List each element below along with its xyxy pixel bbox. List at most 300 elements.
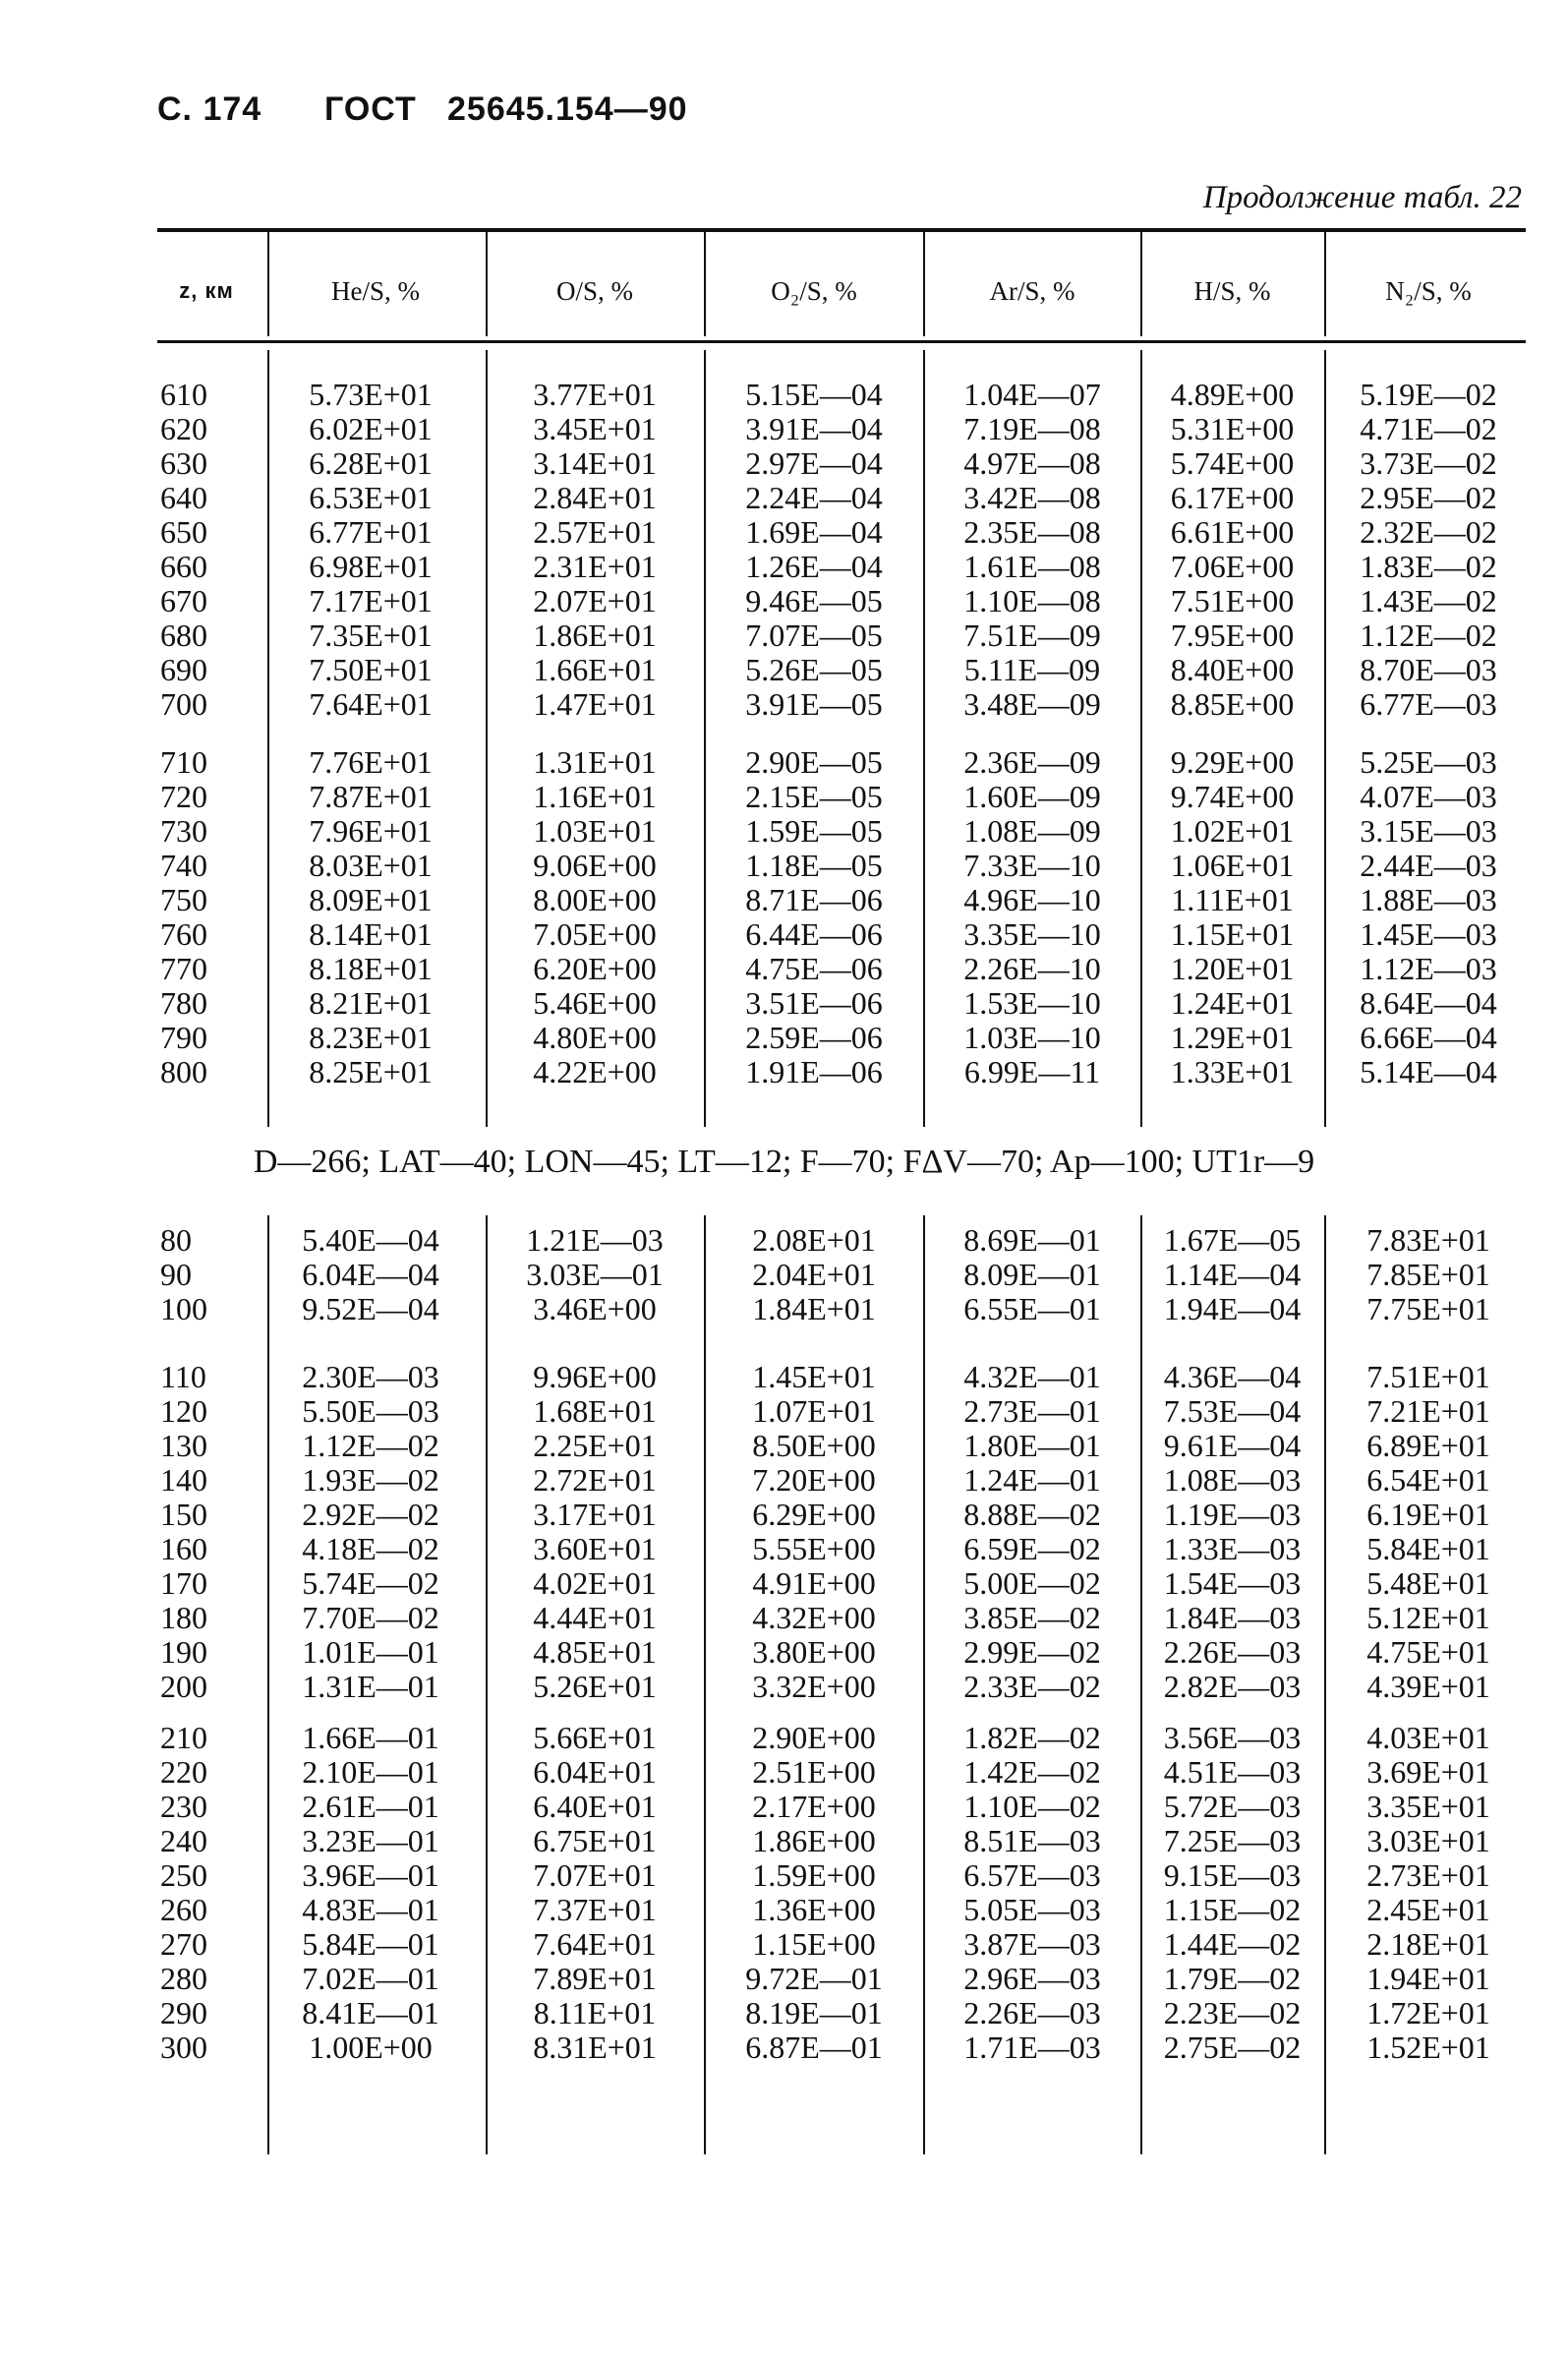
table-row	[0, 1463, 1568, 1498]
cell-h: 1.11E+01	[1171, 882, 1294, 917]
cell-h: 5.74E+00	[1170, 445, 1295, 481]
cell-altitude: 170	[160, 1565, 207, 1601]
cell-ar: 6.57E—03	[963, 1857, 1101, 1893]
table-row	[0, 1962, 1568, 1996]
column-divider	[267, 232, 269, 336]
cell-h: 4.89E+00	[1170, 377, 1295, 412]
column-header-h: H/S, %	[1193, 276, 1271, 306]
cell-o: 8.00E+00	[533, 882, 657, 917]
cell-ar: 7.51E—09	[963, 618, 1101, 653]
cell-altitude: 300	[160, 2029, 207, 2065]
cell-o2: 3.51E—06	[745, 985, 883, 1021]
cell-o2: 3.91E—04	[745, 411, 883, 446]
cell-o: 2.72E+01	[533, 1462, 657, 1498]
cell-ar: 8.88E—02	[963, 1497, 1101, 1532]
cell-altitude: 180	[160, 1600, 207, 1635]
cell-h: 1.29E+01	[1170, 1020, 1295, 1055]
cell-o: 5.46E+00	[533, 985, 657, 1021]
column-divider	[486, 232, 488, 336]
cell-n2: 1.52E+01	[1366, 2029, 1490, 2065]
cell-h: 4.36E—04	[1163, 1359, 1302, 1394]
cell-he: 7.35E+01	[309, 618, 433, 653]
cell-altitude: 790	[160, 1020, 207, 1055]
cell-o2: 1.59E+00	[752, 1857, 876, 1893]
cell-altitude: 740	[160, 848, 207, 883]
cell-altitude: 200	[160, 1669, 207, 1704]
cell-n2: 2.95E—02	[1360, 480, 1497, 515]
cell-n2: 4.71E—02	[1360, 411, 1497, 446]
cell-ar: 2.99E—02	[963, 1634, 1101, 1670]
cell-n2: 4.75E+01	[1366, 1634, 1490, 1670]
cell-ar: 4.97E—08	[963, 445, 1101, 481]
cell-he: 8.09E+01	[309, 882, 433, 917]
cell-ar: 1.71E—03	[963, 2029, 1101, 2065]
cell-h: 1.14E—04	[1163, 1257, 1302, 1292]
cell-altitude: 780	[160, 985, 207, 1021]
cell-o2: 3.80E+00	[752, 1634, 876, 1670]
cell-altitude: 110	[160, 1359, 206, 1394]
cell-o2: 1.91E—06	[745, 1054, 883, 1089]
cell-o2: 1.15E+00	[752, 1926, 876, 1962]
cell-o: 1.86E+01	[533, 618, 657, 653]
table-row	[0, 745, 1568, 780]
cell-altitude: 290	[160, 1995, 207, 2030]
cell-o2: 2.17E+00	[752, 1789, 876, 1824]
cell-ar: 5.00E—02	[963, 1565, 1101, 1601]
cell-o2: 8.19E—01	[745, 1995, 883, 2030]
cell-ar: 1.10E—02	[963, 1789, 1101, 1824]
column-header-n2: N₂/S, %	[1385, 276, 1472, 306]
cell-o2: 2.08E+01	[752, 1222, 876, 1258]
cell-he: 7.02E—01	[302, 1961, 439, 1996]
cell-he: 1.01E—01	[302, 1634, 439, 1670]
cell-altitude: 250	[160, 1857, 207, 1893]
cell-o: 1.68E+01	[533, 1393, 657, 1429]
cell-altitude: 760	[160, 916, 207, 952]
cell-h: 7.95E+00	[1170, 618, 1295, 653]
table-row	[0, 1635, 1568, 1670]
cell-he: 8.25E+01	[309, 1054, 433, 1089]
cell-h: 9.29E+00	[1170, 744, 1295, 780]
cell-altitude: 690	[160, 652, 207, 687]
cell-ar: 1.61E—08	[963, 549, 1101, 584]
cell-h: 2.82E—03	[1163, 1669, 1302, 1704]
table-continuation-label: Продолжение табл. 22	[1202, 180, 1522, 215]
cell-o: 1.21E—03	[526, 1222, 664, 1258]
cell-o: 4.22E+00	[533, 1054, 657, 1089]
cell-altitude: 710	[160, 744, 207, 780]
cell-o: 6.40E+01	[533, 1789, 657, 1824]
cell-o: 1.16E+01	[533, 779, 657, 814]
cell-altitude: 260	[160, 1892, 207, 1927]
table-top-rule	[157, 228, 1526, 232]
cell-he: 6.77E+01	[309, 514, 433, 550]
cell-ar: 1.80E—01	[963, 1428, 1101, 1463]
table-row	[0, 1996, 1568, 2030]
cell-n2: 1.12E—02	[1360, 618, 1497, 653]
cell-ar: 1.53E—10	[963, 985, 1101, 1021]
page-number: С. 174	[157, 90, 262, 128]
column-header-o2: O₂/S, %	[771, 276, 857, 306]
cell-o: 6.04E+01	[533, 1754, 657, 1790]
cell-altitude: 730	[160, 813, 207, 849]
table-row	[0, 1927, 1568, 1962]
cell-ar: 1.04E—07	[963, 377, 1101, 412]
cell-ar: 3.85E—02	[963, 1600, 1101, 1635]
cell-o2: 9.72E—01	[745, 1961, 883, 1996]
cell-altitude: 100	[160, 1291, 207, 1326]
cell-altitude: 750	[160, 882, 207, 917]
cell-he: 4.18E—02	[302, 1531, 439, 1566]
cell-ar: 8.51E—03	[963, 1823, 1101, 1858]
cell-o2: 5.26E—05	[745, 652, 883, 687]
cell-altitude: 610	[160, 377, 207, 412]
cell-o2: 1.59E—05	[745, 813, 883, 849]
cell-altitude: 90	[160, 1257, 192, 1292]
cell-h: 7.51E+00	[1170, 583, 1295, 618]
table-row	[0, 1292, 1568, 1326]
cell-n2: 1.83E—02	[1360, 549, 1497, 584]
cell-ar: 2.96E—03	[963, 1961, 1101, 1996]
cell-o2: 3.32E+00	[752, 1669, 876, 1704]
cell-altitude: 270	[160, 1926, 207, 1962]
column-divider	[1140, 232, 1142, 336]
cell-altitude: 160	[160, 1531, 207, 1566]
cell-ar: 1.82E—02	[963, 1720, 1101, 1755]
cell-o: 1.03E+01	[533, 813, 657, 849]
table-row	[0, 1021, 1568, 1055]
cell-n2: 2.18E+01	[1366, 1926, 1490, 1962]
cell-he: 2.30E—03	[302, 1359, 439, 1394]
cell-o: 3.03E—01	[526, 1257, 664, 1292]
table-row	[0, 653, 1568, 687]
cell-o2: 2.51E+00	[752, 1754, 876, 1790]
cell-o2: 3.91E—05	[745, 686, 883, 722]
table-row	[0, 2030, 1568, 2065]
cell-o: 3.45E+01	[533, 411, 657, 446]
table-row	[0, 515, 1568, 550]
cell-ar: 7.19E—08	[963, 411, 1101, 446]
cell-h: 1.24E+01	[1170, 985, 1295, 1021]
cell-h: 1.67E—05	[1163, 1222, 1302, 1258]
cell-he: 8.21E+01	[309, 985, 433, 1021]
cell-o2: 1.36E+00	[752, 1892, 876, 1927]
cell-n2: 7.83E+01	[1366, 1222, 1490, 1258]
header-bottom-rule	[157, 340, 1526, 343]
cell-o2: 5.55E+00	[752, 1531, 876, 1566]
cell-h: 1.54E—03	[1163, 1565, 1302, 1601]
cell-o2: 1.45E+01	[752, 1359, 876, 1394]
table-row	[0, 1755, 1568, 1790]
cell-o2: 4.75E—06	[745, 951, 883, 986]
cell-he: 7.87E+01	[309, 779, 433, 814]
cell-n2: 3.73E—02	[1360, 445, 1497, 481]
cell-h: 1.20E+01	[1170, 951, 1295, 986]
cell-ar: 3.42E—08	[963, 480, 1101, 515]
cell-ar: 3.35E—10	[963, 916, 1101, 952]
cell-o2: 2.90E+00	[752, 1720, 876, 1755]
cell-o: 7.89E+01	[533, 1961, 657, 1996]
table-row	[0, 917, 1568, 952]
cell-h: 9.15E—03	[1163, 1857, 1302, 1893]
cell-ar: 2.26E—03	[963, 1995, 1101, 2030]
cell-he: 6.98E+01	[309, 549, 433, 584]
cell-altitude: 80	[160, 1222, 192, 1258]
cell-o: 6.75E+01	[533, 1823, 657, 1858]
cell-n2: 4.39E+01	[1366, 1669, 1490, 1704]
cell-o: 6.20E+00	[533, 951, 657, 986]
cell-h: 1.44E—02	[1163, 1926, 1302, 1962]
cell-o: 7.07E+01	[533, 1857, 657, 1893]
cell-h: 5.72E—03	[1163, 1789, 1302, 1824]
cell-h: 1.19E—03	[1163, 1497, 1302, 1532]
cell-n2: 7.21E+01	[1366, 1393, 1490, 1429]
cell-o2: 2.24E—04	[745, 480, 883, 515]
cell-ar: 6.99E—11	[963, 1054, 1101, 1089]
cell-n2: 7.85E+01	[1366, 1257, 1490, 1292]
cell-altitude: 770	[160, 951, 207, 986]
cell-altitude: 150	[160, 1497, 207, 1532]
cell-o: 4.44E+01	[533, 1600, 657, 1635]
cell-he: 2.92E—02	[302, 1497, 439, 1532]
table-row	[0, 1858, 1568, 1893]
cell-ar: 2.36E—09	[963, 744, 1101, 780]
cell-he: 7.17E+01	[309, 583, 433, 618]
table-row	[0, 378, 1568, 412]
cell-n2: 6.77E—03	[1360, 686, 1497, 722]
cell-he: 1.00E+00	[309, 2029, 433, 2065]
cell-h: 1.33E+01	[1170, 1054, 1295, 1089]
cell-he: 1.31E—01	[302, 1669, 439, 1704]
cell-h: 1.15E+01	[1170, 916, 1295, 952]
cell-he: 1.93E—02	[302, 1462, 439, 1498]
cell-ar: 1.08E—09	[963, 813, 1101, 849]
table-row	[0, 584, 1568, 618]
cell-o2: 8.71E—06	[745, 882, 883, 917]
cell-h: 1.94E—04	[1163, 1291, 1302, 1326]
table-row	[0, 1498, 1568, 1532]
cell-altitude: 220	[160, 1754, 207, 1790]
cell-h: 1.33E—03	[1163, 1531, 1302, 1566]
cell-altitude: 190	[160, 1634, 207, 1670]
cell-altitude: 640	[160, 480, 207, 515]
cell-altitude: 700	[160, 686, 207, 722]
cell-he: 6.04E—04	[302, 1257, 439, 1292]
cell-o: 4.80E+00	[533, 1020, 657, 1055]
cell-h: 1.84E—03	[1163, 1600, 1302, 1635]
cell-altitude: 240	[160, 1823, 207, 1858]
cell-n2: 3.15E—03	[1360, 813, 1497, 849]
cell-ar: 5.11E—09	[963, 652, 1101, 687]
cell-o: 2.25E+01	[533, 1428, 657, 1463]
cell-o: 7.37E+01	[533, 1892, 657, 1927]
model-parameters-line: D—266; LAT—40; LON—45; LT—12; F—70; FΔV—70; Ap—100; UT1r—9	[253, 1144, 1315, 1180]
cell-o: 5.66E+01	[533, 1720, 657, 1755]
table-row	[0, 1394, 1568, 1429]
cell-altitude: 680	[160, 618, 207, 653]
cell-h: 4.51E—03	[1163, 1754, 1302, 1790]
cell-n2: 3.35E+01	[1366, 1789, 1490, 1824]
cell-ar: 1.60E—09	[963, 779, 1101, 814]
cell-o2: 5.15E—04	[745, 377, 883, 412]
cell-o: 9.96E+00	[533, 1359, 657, 1394]
cell-h: 7.25E—03	[1163, 1823, 1302, 1858]
cell-n2: 5.12E+01	[1366, 1600, 1490, 1635]
cell-o2: 2.59E—06	[745, 1020, 883, 1055]
cell-n2: 2.45E+01	[1366, 1892, 1490, 1927]
cell-h: 1.15E—02	[1163, 1892, 1302, 1927]
column-divider	[1324, 232, 1326, 336]
cell-altitude: 630	[160, 445, 207, 481]
cell-n2: 2.73E+01	[1366, 1857, 1490, 1893]
cell-ar: 4.96E—10	[963, 882, 1101, 917]
column-header-he: He/S, %	[331, 276, 420, 306]
cell-h: 5.31E+00	[1170, 411, 1295, 446]
cell-o2: 1.86E+00	[752, 1823, 876, 1858]
cell-he: 3.23E—01	[302, 1823, 439, 1858]
cell-o2: 1.18E—05	[745, 848, 883, 883]
table-row	[0, 1223, 1568, 1258]
cell-h: 9.74E+00	[1170, 779, 1295, 814]
cell-ar: 8.69E—01	[963, 1222, 1101, 1258]
standard-number: 25645.154—90	[447, 90, 688, 128]
cell-n2: 5.48E+01	[1366, 1565, 1490, 1601]
cell-h: 6.61E+00	[1170, 514, 1295, 550]
cell-o2: 1.69E—04	[745, 514, 883, 550]
cell-ar: 3.87E—03	[963, 1926, 1101, 1962]
standard-title: ГОСТ	[324, 90, 417, 128]
cell-he: 7.50E+01	[309, 652, 433, 687]
table-row	[0, 1258, 1568, 1292]
cell-o: 3.60E+01	[533, 1531, 657, 1566]
table-row	[0, 986, 1568, 1021]
cell-altitude: 130	[160, 1428, 207, 1463]
cell-n2: 1.43E—02	[1360, 583, 1497, 618]
cell-n2: 7.75E+01	[1366, 1291, 1490, 1326]
cell-o2: 1.07E+01	[752, 1393, 876, 1429]
cell-o: 3.46E+00	[533, 1291, 657, 1326]
cell-n2: 3.03E+01	[1366, 1823, 1490, 1858]
cell-h: 1.02E+01	[1170, 813, 1295, 849]
cell-he: 5.84E—01	[302, 1926, 439, 1962]
cell-h: 7.06E+00	[1170, 549, 1295, 584]
cell-n2: 1.45E—03	[1360, 916, 1497, 952]
cell-ar: 7.33E—10	[963, 848, 1101, 883]
cell-o2: 2.15E—05	[745, 779, 883, 814]
column-header-altitude: z, км	[179, 278, 234, 303]
cell-h: 9.61E—04	[1163, 1428, 1302, 1463]
cell-n2: 1.12E—03	[1360, 951, 1497, 986]
cell-altitude: 720	[160, 779, 207, 814]
cell-altitude: 280	[160, 1961, 207, 1996]
table-row	[0, 550, 1568, 584]
table-row	[0, 687, 1568, 722]
cell-ar: 3.48E—09	[963, 686, 1101, 722]
cell-o: 2.57E+01	[533, 514, 657, 550]
cell-altitude: 230	[160, 1789, 207, 1824]
cell-h: 3.56E—03	[1163, 1720, 1302, 1755]
table-row	[0, 446, 1568, 481]
cell-he: 7.76E+01	[309, 744, 433, 780]
cell-ar: 2.73E—01	[963, 1393, 1101, 1429]
cell-h: 2.26E—03	[1163, 1634, 1302, 1670]
cell-he: 7.70E—02	[302, 1600, 439, 1635]
cell-altitude: 620	[160, 411, 207, 446]
cell-ar: 6.59E—02	[963, 1531, 1101, 1566]
cell-n2: 6.89E+01	[1366, 1428, 1490, 1463]
table-row	[0, 1893, 1568, 1927]
cell-o2: 9.46E—05	[745, 583, 883, 618]
cell-altitude: 120	[160, 1393, 207, 1429]
cell-he: 8.23E+01	[309, 1020, 433, 1055]
cell-altitude: 660	[160, 549, 207, 584]
cell-ar: 2.33E—02	[963, 1669, 1101, 1704]
cell-he: 6.02E+01	[309, 411, 433, 446]
cell-ar: 5.05E—03	[963, 1892, 1101, 1927]
cell-n2: 1.72E+01	[1366, 1995, 1490, 2030]
cell-h: 1.79E—02	[1163, 1961, 1302, 1996]
cell-altitude: 140	[160, 1462, 207, 1498]
cell-n2: 8.64E—04	[1360, 985, 1497, 1021]
cell-n2: 6.66E—04	[1360, 1020, 1497, 1055]
cell-o2: 2.97E—04	[745, 445, 883, 481]
cell-o: 4.85E+01	[533, 1634, 657, 1670]
cell-ar: 1.10E—08	[963, 583, 1101, 618]
cell-o2: 7.20E+00	[752, 1462, 876, 1498]
cell-n2: 2.44E—03	[1360, 848, 1497, 883]
cell-he: 1.12E—02	[302, 1428, 439, 1463]
cell-o: 9.06E+00	[533, 848, 657, 883]
cell-h: 7.53E—04	[1163, 1393, 1302, 1429]
cell-o2: 6.87E—01	[745, 2029, 883, 2065]
cell-he: 8.14E+01	[309, 916, 433, 952]
cell-n2: 1.88E—03	[1360, 882, 1497, 917]
cell-h: 1.08E—03	[1163, 1462, 1302, 1498]
table-row	[0, 1055, 1568, 1089]
cell-o: 3.77E+01	[533, 377, 657, 412]
cell-altitude: 650	[160, 514, 207, 550]
column-divider	[923, 232, 925, 336]
cell-o: 2.84E+01	[533, 480, 657, 515]
cell-h: 6.17E+00	[1170, 480, 1295, 515]
cell-o: 2.07E+01	[533, 583, 657, 618]
table-row	[0, 1566, 1568, 1601]
cell-o: 1.66E+01	[533, 652, 657, 687]
cell-o: 1.31E+01	[533, 744, 657, 780]
cell-n2: 6.19E+01	[1366, 1497, 1490, 1532]
column-header-ar: Ar/S, %	[989, 276, 1075, 306]
cell-n2: 3.69E+01	[1366, 1754, 1490, 1790]
cell-o: 8.11E+01	[533, 1995, 657, 2030]
cell-n2: 5.84E+01	[1366, 1531, 1490, 1566]
cell-o: 7.05E+00	[533, 916, 657, 952]
cell-ar: 1.24E—01	[963, 1462, 1101, 1498]
cell-he: 6.53E+01	[309, 480, 433, 515]
cell-ar: 2.35E—08	[963, 514, 1101, 550]
cell-n2: 5.14E—04	[1360, 1054, 1497, 1089]
cell-o2: 6.29E+00	[752, 1497, 876, 1532]
cell-o2: 2.90E—05	[745, 744, 883, 780]
cell-altitude: 670	[160, 583, 207, 618]
cell-h: 1.06E+01	[1170, 848, 1295, 883]
cell-o: 1.47E+01	[533, 686, 657, 722]
cell-he: 5.40E—04	[302, 1222, 439, 1258]
cell-n2: 4.07E—03	[1360, 779, 1497, 814]
cell-h: 8.85E+00	[1170, 686, 1295, 722]
cell-he: 2.61E—01	[302, 1789, 439, 1824]
column-header-o: O/S, %	[555, 276, 633, 306]
cell-o2: 1.26E—04	[745, 549, 883, 584]
